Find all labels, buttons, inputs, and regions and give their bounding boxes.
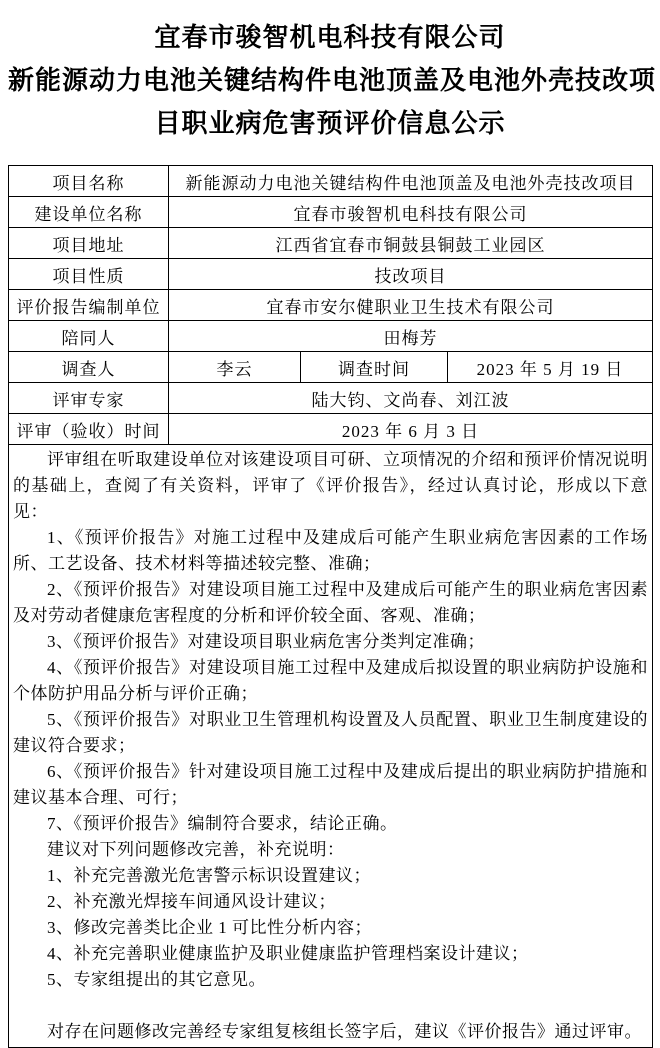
conclusion-paragraph: 对存在问题修改完善经专家组复核组长签字后，建议《评价报告》通过评审。 xyxy=(47,1022,642,1041)
suggestion-item-4: 4、补充完善职业健康监护及职业健康监护管理档案设计建议； xyxy=(47,944,529,963)
row-report-compiler xyxy=(9,290,653,321)
review-experts-label: 评审专家 xyxy=(9,383,169,414)
suggestion-item-2: 2、补充激光焊接车间通风设计建议； xyxy=(47,892,336,911)
review-time-value: 2023 年 6 月 3 日 xyxy=(169,414,653,445)
opinion-item-2: 2、《预评价报告》对建设项目施工过程中及建成后可能产生的职业病危害因素及对劳动者健康危害程度的分析和评价较全面、客观、准确； xyxy=(13,580,648,625)
survey-time-label: 调查时间 xyxy=(301,352,448,383)
opinion-item-7: 7、《预评价报告》编制符合要求，结论正确。 xyxy=(47,814,398,833)
project-name-value: 新能源动力电池关键结构件电池顶盖及电池外壳技改项目 xyxy=(169,166,653,197)
accompanying-person-label: 陪同人 xyxy=(9,321,169,352)
row-project-address xyxy=(9,228,653,259)
review-time-label: 评审（验收）时间 xyxy=(9,414,169,445)
construction-unit-value: 宜春市骏智机电科技有限公司 xyxy=(169,197,653,228)
project-address-value: 江西省宜春市铜鼓县铜鼓工业园区 xyxy=(169,228,653,259)
suggestion-intro: 建议对下列问题修改完善，补充说明： xyxy=(47,840,345,859)
suggestion-item-5: 5、专家组提出的其它意见。 xyxy=(47,970,266,989)
project-address-label: 项目地址 xyxy=(9,228,169,259)
opinion-item-4: 4、《预评价报告》对建设项目施工过程中及建成后拟设置的职业病防护设施和个体防护用品分析与评价正确； xyxy=(13,658,648,703)
row-investigator xyxy=(9,352,653,383)
row-project-nature xyxy=(9,259,653,290)
suggestion-item-3: 3、修改完善类比企业 1 可比性分析内容； xyxy=(47,918,372,937)
title-line-3: 目职业病危害预评价信息公示 xyxy=(154,109,506,138)
review-experts-value: 陆大钧、文尚春、刘江波 xyxy=(169,383,653,414)
row-review-experts xyxy=(9,383,653,414)
row-accompanying-person xyxy=(9,321,653,352)
opinion-item-3: 3、《预评价报告》对建设项目职业病危害分类判定准确； xyxy=(47,632,485,651)
construction-unit-label: 建设单位名称 xyxy=(9,197,169,228)
opinion-intro: 评审组在听取建设单位对该建设项目可研、立项情况的介绍和预评价情况说明的基础上，查阅了有关资料，评审了《评价报告》，经过认真讨论，形成以下意见： xyxy=(13,450,648,521)
opinion-item-5: 5、《预评价报告》对职业卫生管理机构设置及人员配置、职业卫生制度建设的建议符合要求； xyxy=(13,710,648,755)
row-review-time xyxy=(9,414,653,445)
survey-time-value: 2023 年 5 月 19 日 xyxy=(448,352,653,383)
suggestion-item-1: 1、补充完善激光危害警示标识设置建议； xyxy=(47,866,371,885)
opinion-item-1: 1、《预评价报告》对施工过程中及建成后可能产生职业病危害因素的工作场所、工艺设备、技术材料等描述较完整、准确； xyxy=(13,528,648,573)
title-line-2: 新能源动力电池关键结构件电池顶盖及电池外壳技改项 xyxy=(8,66,657,95)
row-project-name xyxy=(9,166,653,197)
investigator-value: 李云 xyxy=(169,352,301,383)
project-nature-value: 技改项目 xyxy=(169,259,653,290)
opinion-item-6: 6、《预评价报告》针对建设项目施工过程中及建成后提出的职业病防护措施和建议基本合理、可行； xyxy=(13,762,648,807)
row-review-opinion xyxy=(9,445,653,1048)
page-title xyxy=(8,16,657,145)
report-compiler-label: 评价报告编制单位 xyxy=(9,290,169,321)
project-name-label: 项目名称 xyxy=(9,166,169,197)
investigator-label: 调查人 xyxy=(9,352,169,383)
accompanying-person-value: 田梅芳 xyxy=(169,321,653,352)
title-line-1: 宜春市骏智机电科技有限公司 xyxy=(154,23,506,52)
row-construction-unit xyxy=(9,197,653,228)
report-compiler-value: 宜春市安尔健职业卫生技术有限公司 xyxy=(169,290,653,321)
project-nature-label: 项目性质 xyxy=(9,259,169,290)
review-opinion-cell xyxy=(9,445,653,1048)
info-table xyxy=(8,165,653,1048)
